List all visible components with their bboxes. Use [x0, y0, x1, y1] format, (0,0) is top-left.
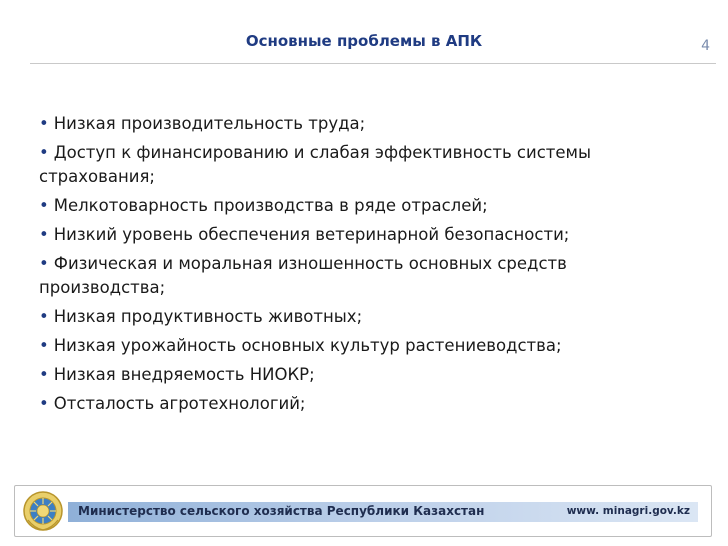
bullet-icon: • [39, 196, 49, 215]
list-item [39, 141, 689, 189]
page-number: 4 [701, 38, 710, 54]
list-item [39, 194, 689, 218]
list-item-text: Доступ к финансированию и слабая эффективность системы страхования; [39, 143, 592, 186]
list-item-text: Низкий уровень обеспечения ветеринарной безопасности; [53, 225, 570, 244]
problem-list [39, 112, 689, 421]
slide-title: Основные проблемы в АПК [245, 32, 483, 50]
kazakhstan-emblem-icon [22, 490, 64, 532]
list-item [39, 334, 689, 358]
list-item [39, 305, 689, 329]
list-item-text: Низкая производительность труда; [53, 114, 366, 133]
bullet-icon: • [39, 336, 49, 355]
bullet-icon: • [39, 307, 49, 326]
ministry-name: Министерство сельского хозяйства Республики Казахстан [78, 504, 485, 518]
website-link[interactable]: www. minagri.gov.kz [566, 505, 690, 517]
list-item-text: Низкая внедряемость НИОКР; [53, 365, 315, 384]
bullet-icon: • [39, 225, 49, 244]
list-item-text: Отсталость агротехнологий; [53, 394, 306, 413]
list-item-text: Мелкотоварность производства в ряде отраслей; [53, 196, 488, 215]
list-item-text: Низкая продуктивность животных; [53, 307, 363, 326]
bullet-icon: • [39, 394, 49, 413]
bullet-icon: • [39, 143, 49, 162]
bullet-icon: • [39, 114, 49, 133]
list-item [39, 252, 689, 300]
list-item [39, 363, 689, 387]
list-item [39, 223, 689, 247]
bullet-icon: • [39, 254, 49, 273]
title-divider [30, 63, 716, 64]
list-item [39, 392, 689, 416]
list-item-text: Низкая урожайность основных культур растениеводства; [53, 336, 562, 355]
list-item [39, 112, 689, 136]
list-item-text: Физическая и моральная изношенность основных средств производства; [39, 254, 567, 297]
bullet-icon: • [39, 365, 49, 384]
